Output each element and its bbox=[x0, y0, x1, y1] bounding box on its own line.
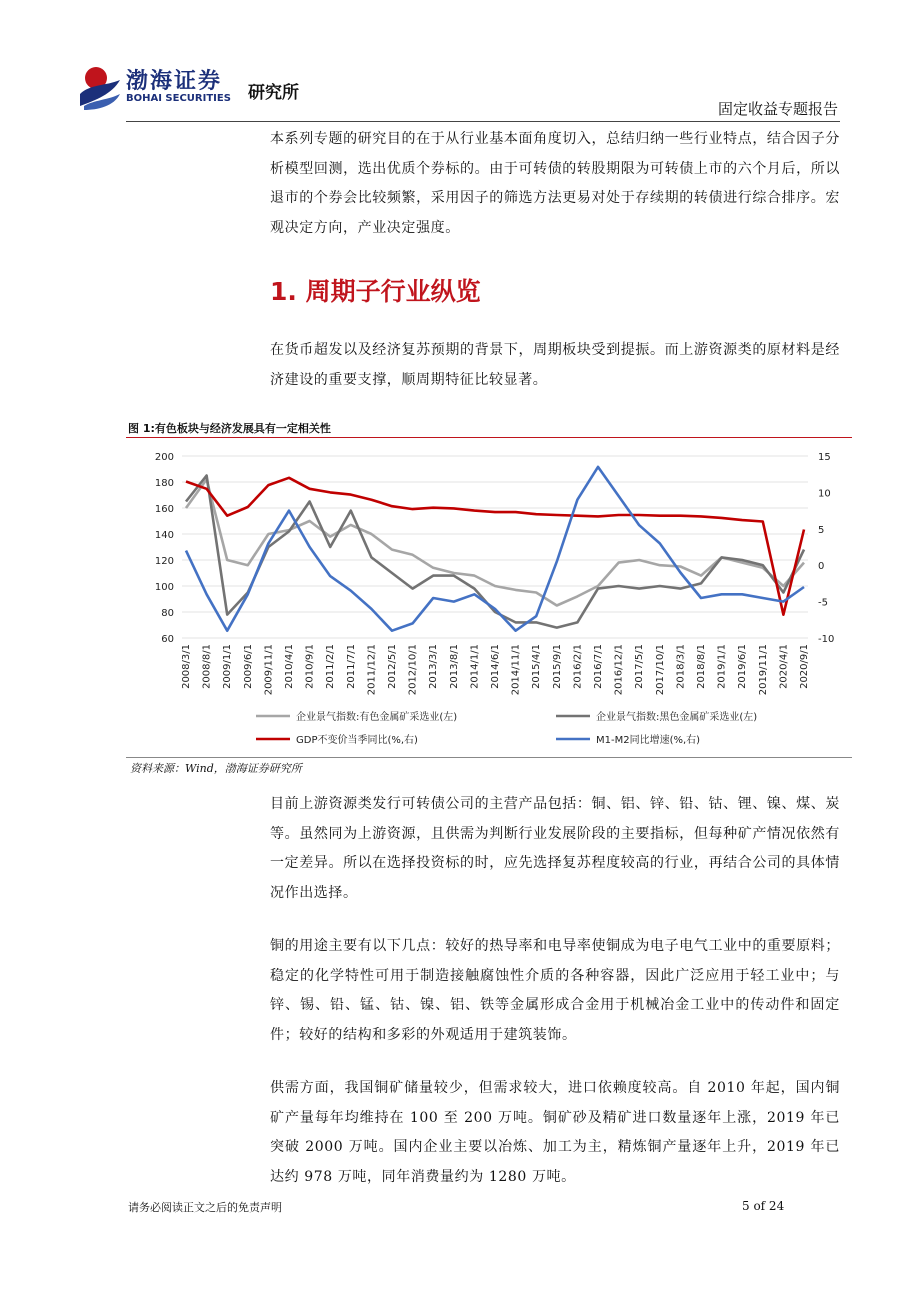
cycle-paragraph: 在货币超发以及经济复苏预期的背景下，周期板块受到提振。而上游资源类的原材料是经济建设的重要支撑，顺周期特征比较显著。 bbox=[270, 342, 840, 388]
x-tick-label: 2010/9/1 bbox=[304, 644, 316, 689]
x-tick-label: 2018/8/1 bbox=[696, 644, 707, 689]
x-tick-label: 2009/1/1 bbox=[222, 644, 234, 689]
legend-label: M1-M2同比增速(%,右) bbox=[596, 735, 701, 746]
y-left-tick-label: 160 bbox=[154, 504, 174, 515]
x-tick-label: 2016/12/1 bbox=[613, 644, 625, 696]
y-left-tick-label: 80 bbox=[161, 608, 174, 619]
y-right-tick-label: 0 bbox=[818, 561, 825, 573]
x-tick-label: 2018/3/1 bbox=[675, 644, 687, 689]
y-left-tick-label: 180 bbox=[154, 478, 174, 489]
series-line bbox=[186, 478, 804, 615]
series-line bbox=[186, 467, 804, 631]
report-type: 固定收益专题报告 bbox=[717, 100, 838, 118]
y-left-tick-label: 140 bbox=[154, 530, 174, 541]
x-tick-label: 2013/8/1 bbox=[448, 644, 460, 689]
x-tick-label: 2009/11/1 bbox=[263, 644, 275, 696]
header-divider bbox=[126, 121, 840, 122]
y-right-tick-label: -10 bbox=[818, 634, 835, 645]
y-left-tick-label: 100 bbox=[154, 582, 174, 593]
series-line bbox=[186, 476, 804, 628]
x-tick-label: 2008/8/1 bbox=[201, 644, 213, 689]
y-right-tick-label: 15 bbox=[818, 452, 831, 463]
x-tick-label: 2020/9/1 bbox=[799, 644, 810, 689]
legend-label: 企业景气指数:黑色金属矿采选业(左) bbox=[596, 712, 758, 723]
x-tick-label: 2016/2/1 bbox=[572, 644, 584, 689]
x-tick-label: 2019/1/1 bbox=[716, 644, 728, 689]
logo-english-name: BOHAI SECURITIES bbox=[126, 93, 231, 104]
legend-label: GDP不变价当季同比(%,右) bbox=[296, 735, 418, 746]
figure-bottom-rule bbox=[126, 757, 852, 758]
page-number: 5 of 24 bbox=[742, 1199, 785, 1213]
company-logo bbox=[78, 62, 318, 112]
y-left-tick-label: 200 bbox=[154, 452, 174, 463]
x-tick-label: 2017/10/1 bbox=[654, 644, 666, 696]
x-tick-label: 2009/6/1 bbox=[242, 644, 254, 689]
legend-label: 企业景气指数:有色金属矿采选业(左) bbox=[296, 712, 458, 723]
y-right-tick-label: 10 bbox=[818, 488, 831, 500]
y-right-tick-label: 5 bbox=[818, 524, 825, 536]
x-tick-label: 2015/4/1 bbox=[531, 644, 543, 689]
x-tick-label: 2017/5/1 bbox=[634, 644, 646, 689]
x-tick-label: 2014/1/1 bbox=[469, 644, 481, 689]
x-tick-label: 2011/2/1 bbox=[325, 644, 337, 689]
bohai-logo-icon bbox=[78, 64, 122, 110]
x-tick-label: 2019/6/1 bbox=[737, 644, 749, 689]
products-paragraph: 目前上游资源类发行可转债公司的主营产品包括：铜、铝、锌、铅、钴、锂、镍、煤、炭等。虽然同为上游资源，且供需为判断行业发展阶段的主要指标，但每种矿产情况依然有一定差异。所以在选择投资标的时，应先选择复苏程度较高的行业，再结合公司的具体情况作出选择。 bbox=[270, 796, 840, 901]
x-tick-label: 2014/11/1 bbox=[510, 644, 522, 696]
footer-disclaimer: 请务必阅读正文之后的免责声明 bbox=[128, 1201, 282, 1214]
figure-top-rule bbox=[126, 437, 852, 438]
series-line bbox=[186, 479, 804, 605]
x-tick-label: 2016/7/1 bbox=[593, 644, 604, 689]
y-left-tick-label: 60 bbox=[161, 634, 174, 645]
x-tick-label: 2011/12/1 bbox=[366, 644, 378, 696]
x-tick-label: 2015/9/1 bbox=[551, 644, 563, 689]
figure-title: 图 1:有色板块与经济发展具有一定相关性 bbox=[128, 422, 331, 435]
x-tick-label: 2012/5/1 bbox=[387, 644, 398, 689]
supply-paragraph: 供需方面，我国铜矿储量较少，但需求较大，进口依赖度较高。自 2010 年起，国内铜矿产量每年均维持在 100 至 200 万吨。铜矿砂及精矿进口数量逐年上涨，2019 年已突破 2000 万吨。国内企业主要以冶炼、加工为主，精炼铜产量逐年上升，2019 年已达约 978 万吨，同年消费量约为 1280 万吨。 bbox=[270, 1080, 840, 1185]
x-tick-label: 2010/4/1 bbox=[284, 644, 295, 689]
line-chart bbox=[126, 440, 852, 756]
x-tick-label: 2008/3/1 bbox=[181, 644, 192, 689]
institute-name: 研究所 bbox=[248, 83, 299, 103]
intro-paragraph: 本系列专题的研究目的在于从行业基本面角度切入，总结归纳一些行业特点，结合因子分析模型回测，选出优质个券标的。由于可转债的转股期限为可转债上市的六个月后，所以退市的个券会比较频繁，采用因子的筛选方法更易对处于存续期的转债进行综合排序。宏观决定方向，产业决定强度。 bbox=[270, 131, 840, 236]
x-tick-label: 2012/10/1 bbox=[407, 644, 419, 696]
section-title: 1. 周期子行业纵览 bbox=[270, 277, 481, 306]
copper-paragraph: 铜的用途主要有以下几点：较好的热导率和电导率使铜成为电子电气工业中的重要原料；稳定的化学特性可用于制造接触腐蚀性介质的各种容器，因此广泛应用于轻工业中；与锌、锡、铅、锰、钴、镍、铝、铁等金属形成合金用于机械冶金工业中的传动件和固定件；较好的结构和多彩的外观适用于建筑装饰。 bbox=[270, 938, 840, 1043]
x-tick-label: 2019/11/1 bbox=[757, 644, 769, 696]
x-tick-label: 2020/4/1 bbox=[778, 644, 790, 689]
logo-chinese-name: 渤海证券 bbox=[126, 69, 223, 94]
figure-source: 资料来源：Wind，渤海证券研究所 bbox=[130, 762, 302, 775]
x-tick-label: 2014/6/1 bbox=[490, 644, 501, 689]
y-left-tick-label: 120 bbox=[154, 556, 174, 567]
x-tick-label: 2013/3/1 bbox=[428, 644, 440, 689]
y-right-tick-label: -5 bbox=[818, 597, 828, 609]
x-tick-label: 2011/7/1 bbox=[345, 644, 357, 689]
